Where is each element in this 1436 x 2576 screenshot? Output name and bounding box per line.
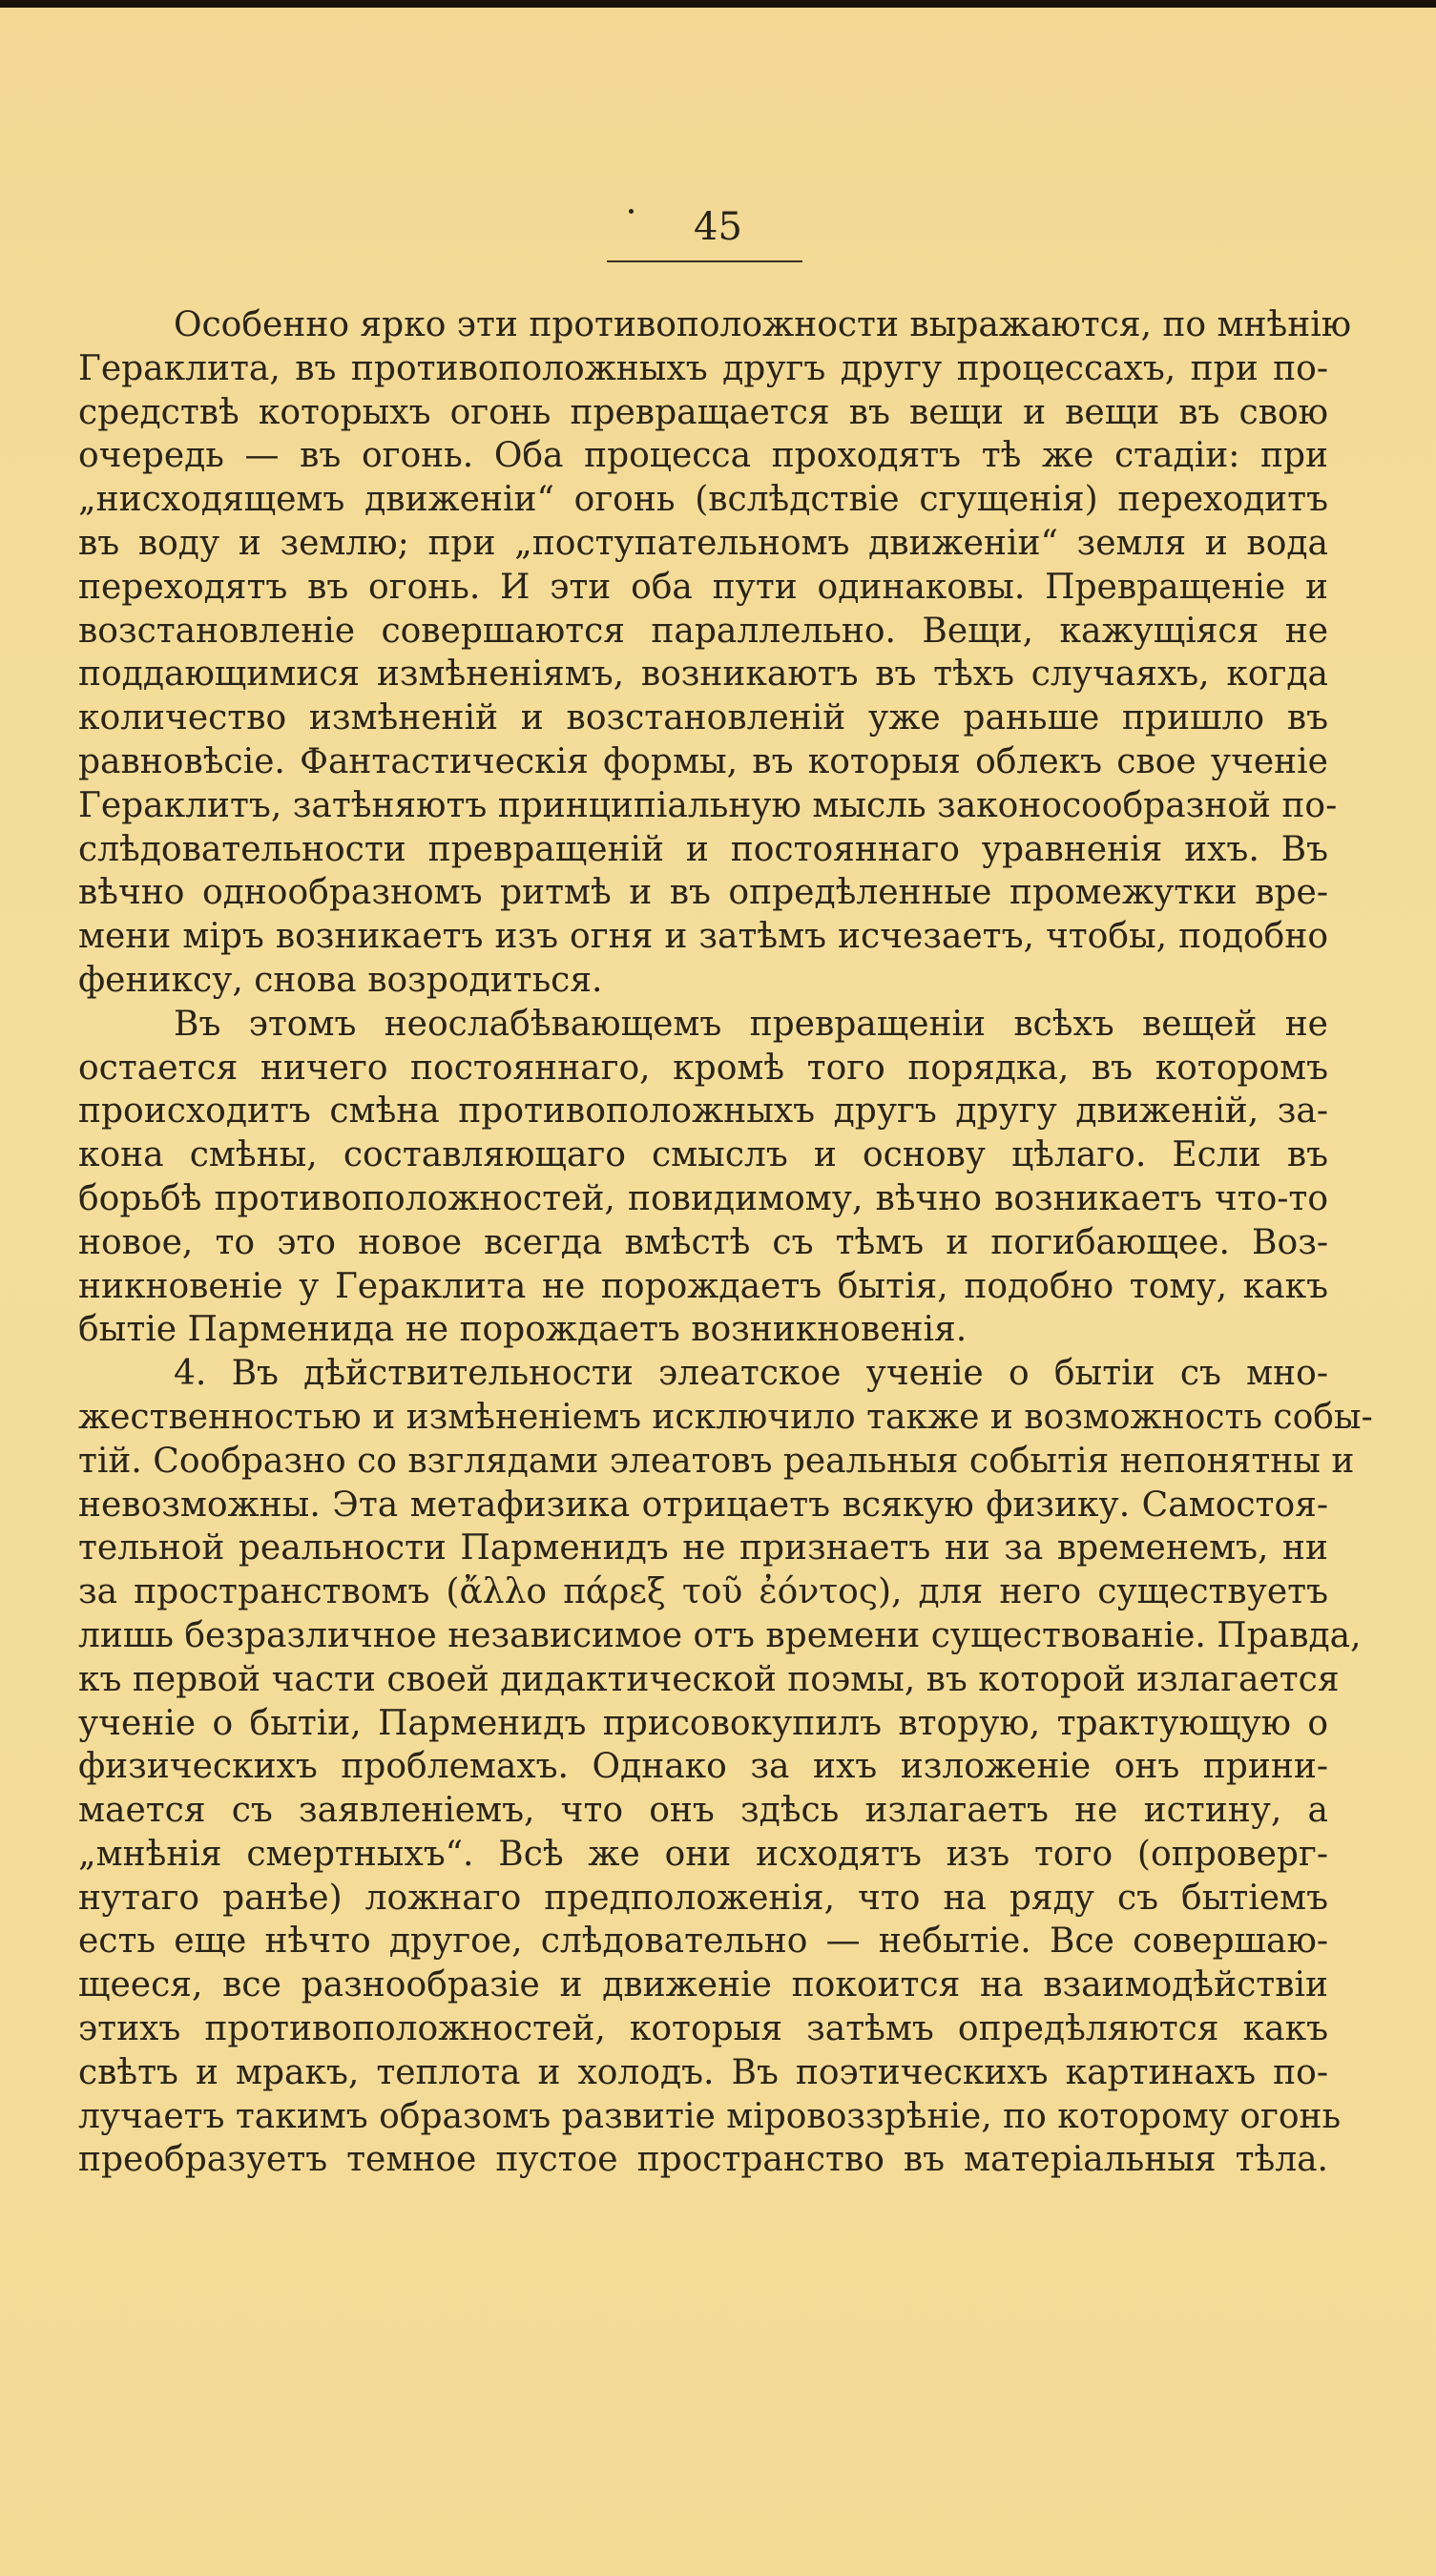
text-line: свѣтъ и мракъ, теплота и холодъ. Въ поэтическихъ картинахъ по-: [78, 2052, 1328, 2092]
body-text: [78, 303, 1373, 2182]
text-line: „мнѣнія смертныхъ“. Всѣ же они исходятъ изъ того (опроверг-: [78, 1834, 1328, 1874]
text-line: происходитъ смѣна противоположныхъ другъ другу движеній, за-: [78, 1091, 1328, 1132]
text-line: тій. Сообразно со взглядами элеатовъ реальныя событія непонятны и: [78, 1441, 1355, 1481]
text-line: очередь — въ огонь. Оба процесса проходятъ тѣ же стадіи: при: [78, 436, 1328, 476]
text-line: нутаго ранѣе) ложнаго предположенія, что на ряду съ бытіемъ: [78, 1878, 1328, 1918]
text-line: въ воду и землю; при „поступательномъ движеніи“ земля и вода: [78, 523, 1328, 563]
text-line: новое, то это новое всегда вмѣстѣ съ тѣмъ и погибающее. Воз-: [78, 1222, 1328, 1262]
text-line: ученіе о бытіи, Парменидъ присовокупилъ вторую, трактующую о: [78, 1703, 1328, 1743]
text-line: равновѣсіе. Фантастическія формы, въ которыя облекъ свое ученіе: [78, 741, 1328, 781]
text-line: Въ этомъ неослабѣвающемъ превращеніи всѣхъ вещей не: [174, 1004, 1328, 1044]
text-line: борьбѣ противоположностей, повидимому, вѣчно возникаетъ что-то: [78, 1178, 1328, 1218]
text-line: къ первой части своей дидактической поэмы, въ которой излагается: [78, 1659, 1340, 1699]
text-line: невозможны. Эта метафизика отрицаетъ всякую физику. Самостоя-: [78, 1485, 1328, 1525]
text-line: бытіе Парменида не порождаетъ возникновенія.: [78, 1310, 968, 1350]
text-line: лучаетъ такимъ образомъ развитіе міровоззрѣніе, по которому огонь: [78, 2096, 1342, 2136]
header-rule: [607, 260, 802, 262]
text-line: тельной реальности Парменидъ не признаетъ ни за временемъ, ни: [78, 1528, 1328, 1568]
text-line: лишь безразличное независимое отъ времени существованіе. Правда,: [78, 1615, 1362, 1655]
text-line: физическихъ проблемахъ. Однако за ихъ изложеніе онъ прини-: [78, 1747, 1328, 1787]
text-line: возстановленіе совершаются параллельно. Вещи, кажущіяся не: [78, 611, 1328, 651]
text-line: вѣчно однообразномъ ритмѣ и въ опредѣленные промежутки вре-: [78, 873, 1328, 913]
text-line: слѣдовательности превращеній и постояннаго уравненія ихъ. Въ: [78, 829, 1328, 869]
text-line: за пространствомъ (ἄλλο πάρεξ τοῦ ἐόντος), для него существуетъ: [78, 1572, 1328, 1612]
text-line: этихъ противоположностей, которыя затѣмъ опредѣляются какъ: [78, 2009, 1328, 2049]
text-line: Гераклитъ, затѣняютъ принципіальную мысль законосообразной по-: [78, 785, 1338, 825]
text-line: Особенно ярко эти противоположности выражаются, по мнѣнію: [174, 305, 1352, 344]
text-line: „нисходящемъ движеніи“ огонь (вслѣдствіе сгущенія) переходитъ: [78, 480, 1328, 520]
text-line: фениксу, снова возродиться.: [78, 960, 603, 1000]
text-line: поддающимися измѣненіямъ, возникаютъ въ тѣхъ случаяхъ, когда: [78, 654, 1328, 695]
text-line: преобразуетъ темное пустое пространство въ матеріальныя тѣла.: [78, 2140, 1328, 2180]
text-line: переходятъ въ огонь. И эти оба пути одинаковы. Превращеніе и: [78, 567, 1328, 607]
page-number: 45: [694, 205, 742, 249]
text-line: средствѣ которыхъ огонь превращается въ вещи и вещи въ свою: [78, 392, 1328, 432]
text-line: есть еще нѣчто другое, слѣдовательно — небытіе. Все совершаю-: [78, 1922, 1328, 1962]
text-line: мени міръ возникаетъ изъ огня и затѣмъ исчезаетъ, чтобы, подобно: [78, 917, 1328, 957]
text-line: жественностью и измѣненіемъ исключило также и возможность собы-: [78, 1397, 1373, 1437]
text-line: щееся, все разнообразіе и движеніе покоится на взаимодѣйствіи: [78, 1965, 1328, 2005]
text-line: кона смѣны, составляющаго смыслъ и основу цѣлаго. Если въ: [78, 1135, 1328, 1175]
text-line: 4. Въ дѣйствительности элеатское ученіе о бытіи съ мно-: [174, 1354, 1328, 1394]
text-line: количество измѣненій и возстановленій уже раньше пришло въ: [78, 698, 1328, 738]
text-line: остается ничего постояннаго, кромѣ того порядка, въ которомъ: [78, 1048, 1328, 1088]
scan-top-edge: [0, 0, 1436, 8]
text-line: мается съ заявленіемъ, что онъ здѣсь излагаетъ не истину, а: [78, 1791, 1328, 1831]
text-line: Гераклита, въ противоположныхъ другъ другу процессахъ, при по-: [78, 348, 1328, 388]
text-line: никновеніе у Гераклита не порождаетъ бытія, подобно тому, какъ: [78, 1266, 1328, 1306]
